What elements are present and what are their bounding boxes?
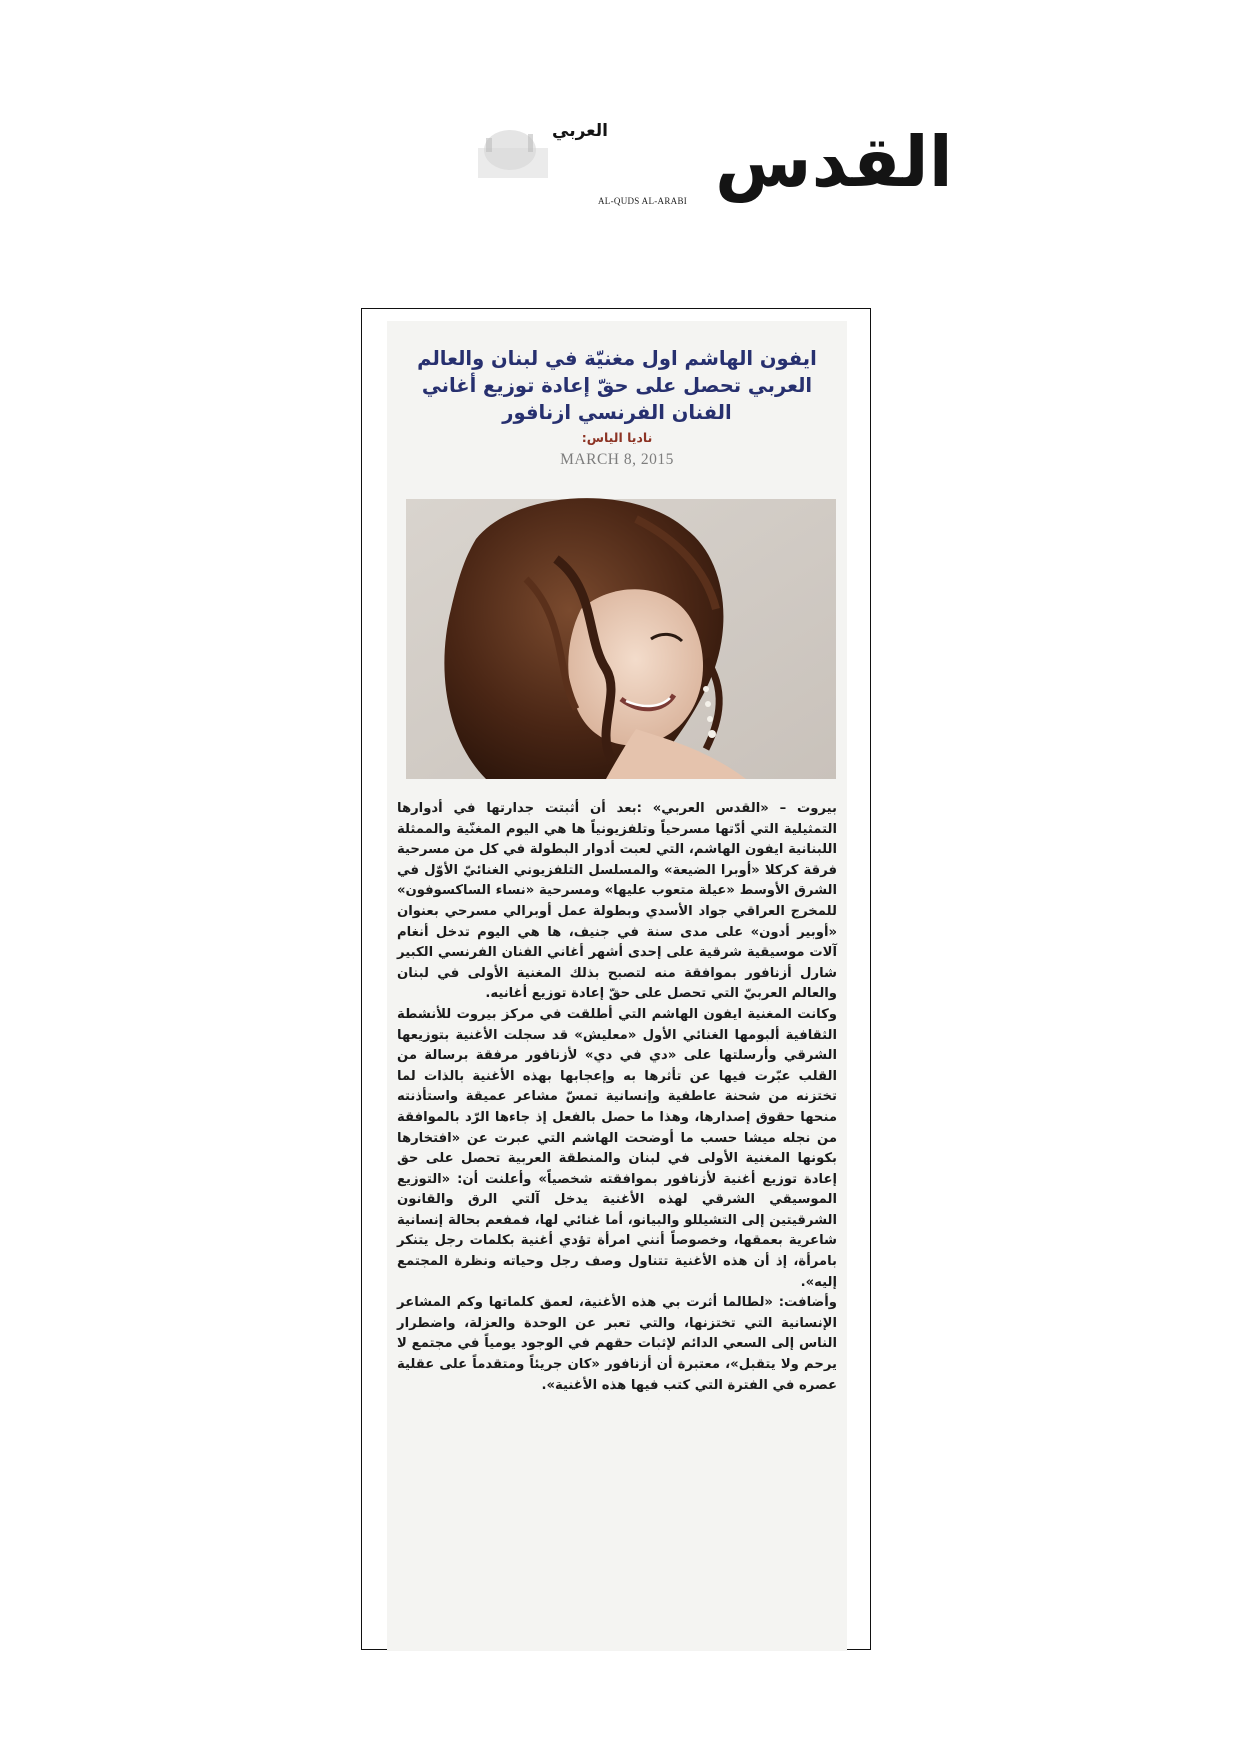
article-paragraph: وكانت المغنية ايفون الهاشم التي أطلقت في مركز بيروت للأنشطة الثقافية ألبومها الغنائي الأول «معليش» قد سجلت الأغنية بتوزيعها الشرقي وأرسلتها على «دي في دي» لأزنافور مرفقة برسالة من القلب عبّرت فيها عن تأثرها به وإعجابها بهذه الأغنية بالذات لما تختزنه من شحنة عاطفية وإنسانية تمسّ مشاعر عميقة واستأذنته منحها حقوق إصدارها، وهذا ما حصل بالفعل إذ جاءها الرّد بالموافقة من نجله ميشا حسب ما أوضحت الهاشم التي عبرت عن «افتخارها بكونها المغنية الأولى في لبنان والمنطقة العربية تحصل على حق إعادة توزيع أغنية لأزنافور بموافقته شخصياً» وأعلنت أن: «التوزيع الموسيقي الشرقي لهذه الأغنية يدخل آلتي الرق والقانون الشرقيتين إلى التشيللو والبيانو، أما غنائي لها، فمفعم بحالة إنسانية شاعرية بعمقها، وخصوصاً أنني امرأة تؤدي أغنية بكلمات رجل يتنكر بامرأة، إذ أن هذه الأغنية تتناول وصف رجل وحياته ونظرة المجتمع إليه».: [397, 1006, 837, 1290]
article-paragraph: بيروت – «القدس العربي» :بعد أن أثبتت جدارتها في أدوارها التمثيلية التي أدّتها مسرحياً وتلفزيونياً ها هي اليوم المغنّية والممثلة اللبنانية ايفون الهاشم، التي لعبت أدوار البطولة في كل من مسرحية فرقة كركلا «أوبرا الضيعة» والمسلسل التلفزيوني الغنائيّ الأوّل في الشرق الأوسط «عيلة متعوب عليها» ومسرحية «نساء الساكسوفون» للمخرج العراقي جواد الأسدي وبطولة عمل أوبرالي مسرحي بعنوان «أوبير أدون» على مدى سنة في جنيف، ها هي اليوم تدخل أنغام آلات موسيقية شرقية على إحدى أشهر أغاني الفنان الفرنسي الكبير شارل أزنافور بموافقة منه لتصبح بذلك المغنية الأولى في لبنان والعالم العربيّ التي تحصل على حقّ إعادة توزيع أغانيه.: [397, 801, 837, 1002]
article-headline: ايفون الهاشم اول مغنيّة في لبنان والعالم العربي تحصل على حقّ إعادة توزيع أغاني الفنان الفرنسي ازنافور: [417, 347, 817, 424]
masthead-arabic-subtitle: العربي: [552, 121, 608, 141]
masthead-arabic-title: القدس: [715, 121, 953, 203]
article-date: MARCH 8, 2015: [560, 451, 674, 468]
masthead-latin-name: AL-QUDS AL-ARABI: [598, 196, 688, 206]
article-photo: [406, 499, 836, 779]
masthead-emblem: [470, 110, 953, 210]
article-author: ناديا الياس:: [581, 430, 653, 445]
singer-portrait: [406, 499, 836, 779]
article-body: [397, 799, 837, 1647]
masthead-logo: [470, 110, 953, 210]
article-paragraph: وأضافت: «لطالما أثرت بي هذه الأغنية، لعمق كلماتها وكم المشاعر الإنسانية التي تختزنها، والتي تعبر عن الوحدة والعزلة، واضطرار الناس إلى السعي الدائم لإثبات حقهم في الوجود يومياً في مجتمع لا يرحم ولا يتقبل»، معتبرة أن أزنافور «كان جريئاً ومتقدماً على عقلية عصره في الفترة التي كتب فيها هذه الأغنية».: [397, 1295, 837, 1393]
clipping-page: [387, 321, 847, 1651]
article-clipping: [361, 308, 871, 1650]
